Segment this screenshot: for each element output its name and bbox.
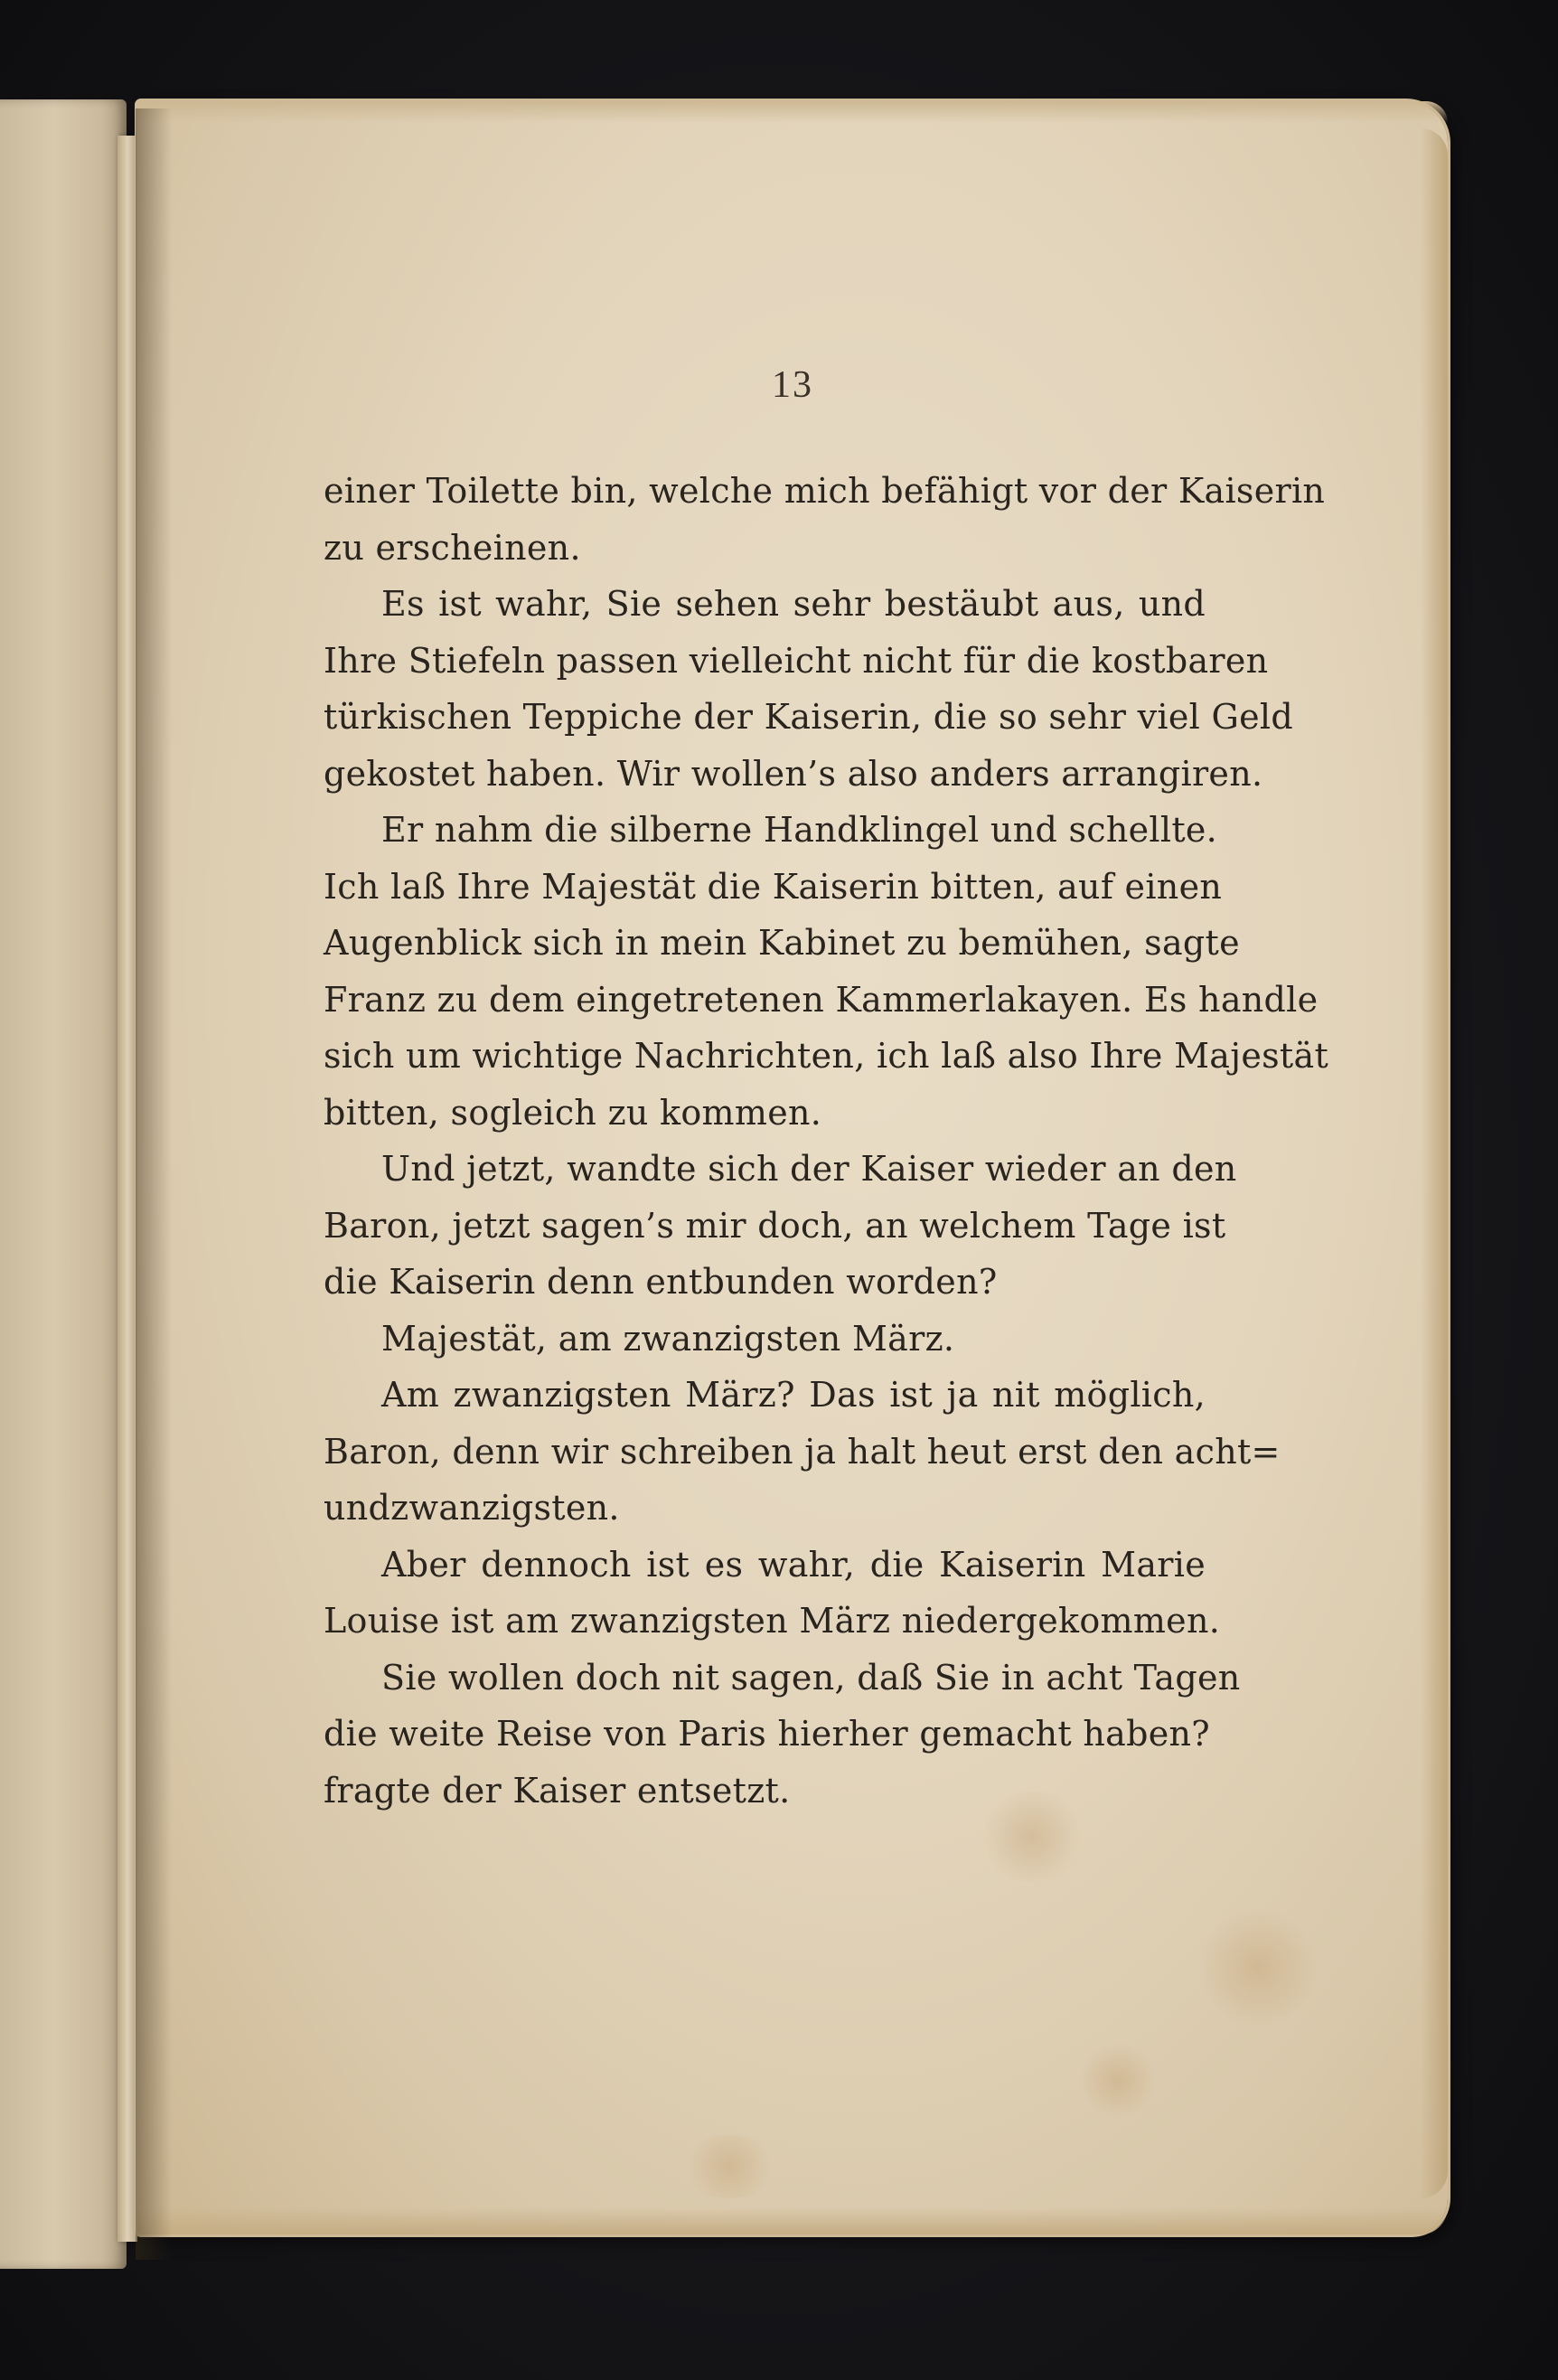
text-line: undzwanzigsten. [324, 1488, 620, 1528]
text-line: bitten, sogleich zu kommen. [324, 1092, 822, 1133]
text-line: die weite Reise von Paris hierher gemacht haben? [324, 1714, 1210, 1754]
text-line: Ihre Stiefeln passen vielleicht nicht für die kostbaren [324, 640, 1269, 681]
page-edge-right [1421, 128, 1448, 2198]
gutter-shadow [136, 108, 172, 2260]
text-line: Und jetzt, wandte sich der Kaiser wieder an den [381, 1149, 1237, 1189]
text-line: Es ist wahr, Sie sehen sehr bestäubt aus, und [381, 584, 1206, 624]
foxing-stain [1195, 1909, 1321, 2027]
body-text [324, 463, 1329, 1819]
text-line: Augenblick sich in mein Kabinet zu bemühen, sagte [324, 923, 1240, 963]
text-line: Majestät, am zwanzigsten März. [381, 1318, 955, 1359]
text-line: Baron, jetzt sagen’s mir doch, an welchem Tage ist [324, 1205, 1226, 1246]
text-line: die Kaiserin denn entbunden worden? [324, 1262, 998, 1302]
left-page-edge [117, 136, 137, 2242]
page-number: 13 [772, 364, 813, 406]
text-line: Aber dennoch ist es wahr, die Kaiserin Marie [381, 1544, 1206, 1585]
left-facing-page [0, 99, 127, 2269]
foxing-stain [680, 2135, 779, 2198]
foxing-stain [1077, 2045, 1159, 2117]
text-line: gekostet haben. Wir wollen’s also anders arrangiren. [324, 753, 1263, 794]
text-line: Franz zu dem eingetretenen Kammerlakayen. Es handle [324, 979, 1319, 1020]
book-page [137, 101, 1448, 2234]
text-line: Baron, denn wir schreiben ja halt heut erst den acht= [324, 1431, 1281, 1472]
text-line: Er nahm die silberne Handklingel und schellte. [381, 810, 1218, 850]
text-line: sich um wichtige Nachrichten, ich laß also Ihre Majestät [324, 1036, 1329, 1076]
text-line: Sie wollen doch nit sagen, daß Sie in acht Tagen [381, 1657, 1241, 1698]
page-edge-top [137, 101, 1448, 123]
page-edge-bottom [137, 2207, 1448, 2234]
text-line: einer Toilette bin, welche mich befähigt vor der Kaiserin [324, 471, 1326, 511]
text-line: fragte der Kaiser entsetzt. [324, 1770, 791, 1811]
text-line: Ich laß Ihre Majestät die Kaiserin bitten, auf einen [324, 866, 1223, 907]
text-line: Am zwanzigsten März? Das ist ja nit möglich, [381, 1375, 1206, 1415]
text-line: Louise ist am zwanzigsten März niedergekommen. [324, 1601, 1221, 1641]
text-line: türkischen Teppiche der Kaiserin, die so sehr viel Geld [324, 697, 1293, 737]
text-line: zu erscheinen. [324, 527, 581, 568]
